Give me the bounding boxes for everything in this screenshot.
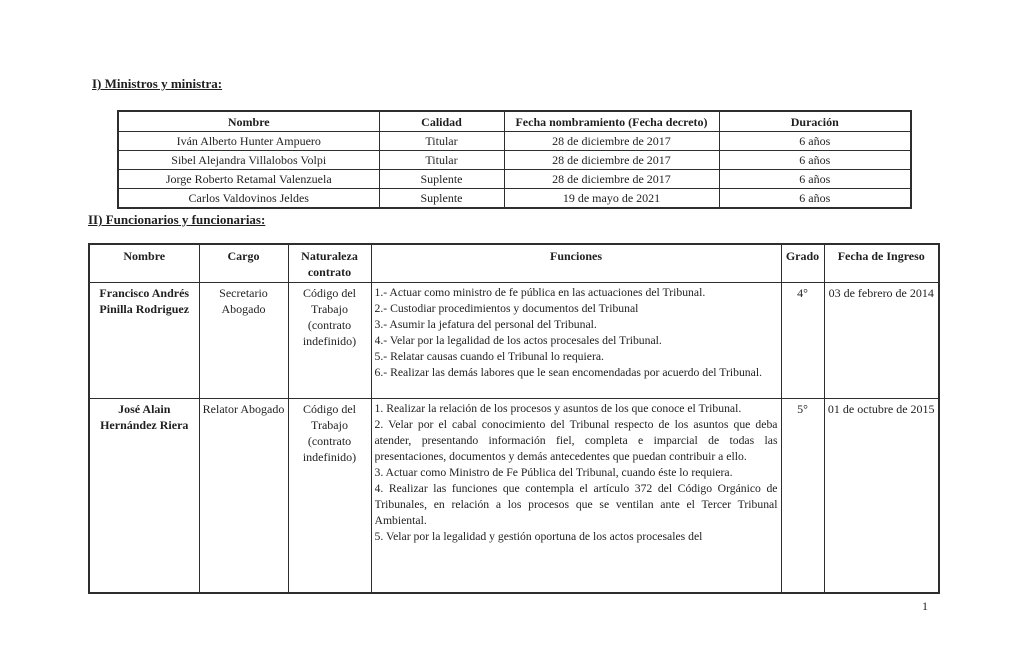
cell-duracion: 6 años bbox=[719, 132, 911, 151]
staff-row bbox=[89, 399, 939, 594]
funcion-item: 5.- Relatar causas cuando el Tribunal lo requiera. bbox=[374, 350, 604, 363]
cell-grado: 4° bbox=[781, 283, 824, 399]
funcionarios-table bbox=[88, 243, 940, 594]
table-row bbox=[118, 170, 911, 189]
cell-naturaleza-contrato: Código del Trabajo (contrato indefinido) bbox=[288, 399, 371, 594]
cell-fecha-ingreso: 03 de febrero de 2014 bbox=[824, 283, 939, 399]
header-fecha-ingreso: Fecha de Ingreso bbox=[824, 244, 939, 283]
cell-grado: 5° bbox=[781, 399, 824, 594]
header-calidad: Calidad bbox=[379, 111, 504, 132]
header-nombre: Nombre bbox=[89, 244, 199, 283]
funcion-item: 2.- Custodiar procedimientos y documentos del Tribunal bbox=[374, 302, 639, 315]
cell-fecha: 28 de diciembre de 2017 bbox=[504, 151, 719, 170]
section-title-ministros: I) Ministros y ministra: bbox=[92, 76, 223, 91]
funcion-item: 3. Actuar como Ministro de Fe Pública del Tribunal, cuando éste lo requiera. bbox=[374, 466, 733, 479]
cell-nombre: José Alain Hernández Riera bbox=[89, 399, 199, 594]
page-number: 1 bbox=[922, 599, 928, 613]
cell-calidad: Titular bbox=[379, 151, 504, 170]
table-row bbox=[118, 151, 911, 170]
funcion-item: 1.- Actuar como ministro de fe pública en las actuaciones del Tribunal. bbox=[374, 286, 706, 299]
funcion-item: 4.- Velar por la legalidad de los actos procesales del Tribunal. bbox=[374, 334, 662, 347]
funciones-list bbox=[375, 401, 778, 545]
staff-row bbox=[89, 283, 939, 399]
cell-cargo: Secretario Abogado bbox=[199, 283, 288, 399]
cell-calidad: Suplente bbox=[379, 170, 504, 189]
cell-calidad: Suplente bbox=[379, 189, 504, 209]
cell-fecha-ingreso: 01 de octubre de 2015 bbox=[824, 399, 939, 594]
cell-calidad: Titular bbox=[379, 132, 504, 151]
cell-nombre: Sibel Alejandra Villalobos Volpi bbox=[118, 151, 379, 170]
funcion-item: 5. Velar por la legalidad y gestión oportuna de los actos procesales del bbox=[374, 530, 703, 543]
funcion-item: 3.- Asumir la jefatura del personal del Tribunal. bbox=[374, 318, 597, 331]
funcion-item: 6.- Realizar las demás labores que le sean encomendadas por acuerdo del Tribunal. bbox=[374, 366, 763, 379]
header-funciones: Funciones bbox=[371, 244, 781, 283]
cell-cargo: Relator Abogado bbox=[199, 399, 288, 594]
funcion-item: 1. Realizar la relación de los procesos y asuntos de los que conoce el Tribunal. bbox=[374, 402, 742, 415]
header-grado: Grado bbox=[781, 244, 824, 283]
table-header-row bbox=[89, 244, 939, 283]
cell-nombre: Jorge Roberto Retamal Valenzuela bbox=[118, 170, 379, 189]
header-cargo: Cargo bbox=[199, 244, 288, 283]
cell-duracion: 6 años bbox=[719, 189, 911, 209]
cell-duracion: 6 años bbox=[719, 170, 911, 189]
header-duracion: Duración bbox=[719, 111, 911, 132]
cell-nombre: Iván Alberto Hunter Ampuero bbox=[118, 132, 379, 151]
ministros-table bbox=[117, 110, 912, 209]
funcion-item: 2. Velar por el cabal conocimiento del Tribunal respecto de los asuntos que deba atender, presentando información fiel, completa e imparcial de todas las presentaciones, documentos y demás antecedentes que puedan contribuir a ello. bbox=[374, 418, 778, 463]
table-row bbox=[118, 132, 911, 151]
cell-funciones bbox=[371, 283, 781, 399]
cell-nombre: Francisco Andrés Pinilla Rodriguez bbox=[89, 283, 199, 399]
funciones-list bbox=[375, 285, 778, 381]
cell-nombre: Carlos Valdovinos Jeldes bbox=[118, 189, 379, 209]
cell-duracion: 6 años bbox=[719, 151, 911, 170]
funcion-item: 4. Realizar las funciones que contempla el artículo 372 del Código Orgánico de Tribunales, en relación a los procesos que se ventilan ante el Tercer Tribunal Ambiental. bbox=[374, 482, 778, 527]
table-row bbox=[118, 189, 911, 209]
cell-fecha: 28 de diciembre de 2017 bbox=[504, 132, 719, 151]
table-header-row bbox=[118, 111, 911, 132]
cell-funciones bbox=[371, 399, 781, 594]
header-nombre: Nombre bbox=[118, 111, 379, 132]
section-title-funcionarios: II) Funcionarios y funcionarias: bbox=[88, 212, 266, 227]
header-fecha-nombramiento: Fecha nombramiento (Fecha decreto) bbox=[504, 111, 719, 132]
cell-naturaleza-contrato: Código del Trabajo (contrato indefinido) bbox=[288, 283, 371, 399]
cell-fecha: 19 de mayo de 2021 bbox=[504, 189, 719, 209]
header-naturaleza-contrato: Naturaleza contrato bbox=[288, 244, 371, 283]
cell-fecha: 28 de diciembre de 2017 bbox=[504, 170, 719, 189]
